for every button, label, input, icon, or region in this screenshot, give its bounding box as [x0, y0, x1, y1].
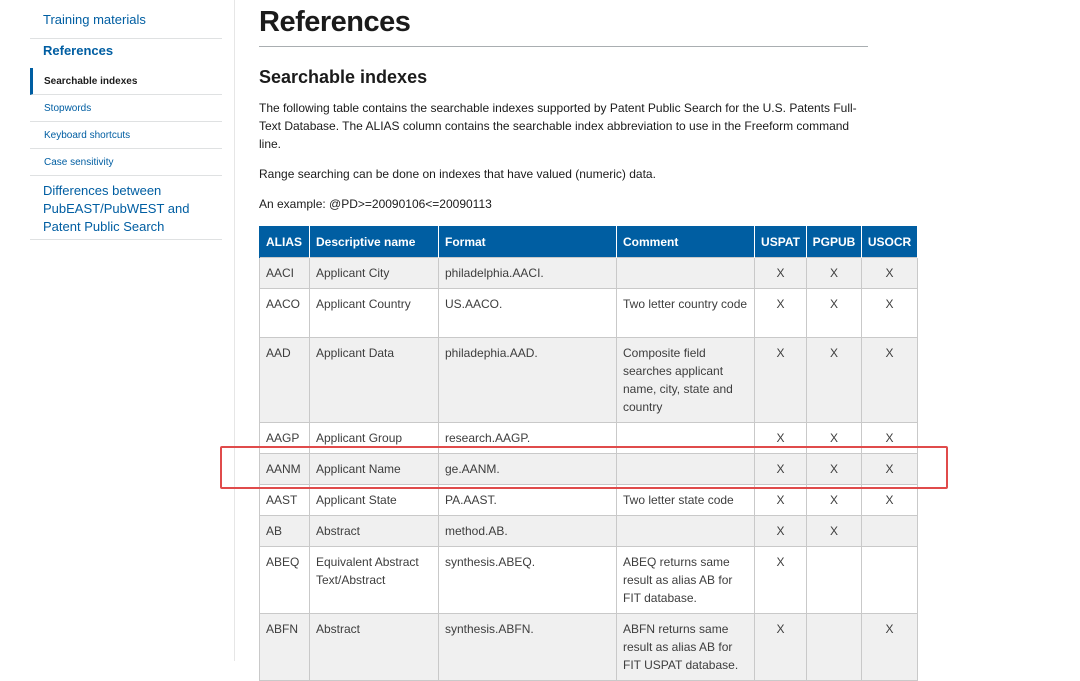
cell-alias: AACO [260, 289, 310, 338]
cell-descriptive-name: Applicant Name [310, 454, 439, 485]
cell-usocr: X [862, 423, 918, 454]
table-row [260, 423, 918, 454]
nav-references[interactable]: References [43, 43, 114, 58]
cell-pgpub: X [807, 454, 862, 485]
cell-format: PA.AAST. [439, 485, 617, 516]
cell-pgpub [807, 614, 862, 681]
table-row [260, 485, 918, 516]
cell-alias: AB [260, 516, 310, 547]
sidebar-nav [0, 0, 235, 661]
cell-comment: Two letter state code [617, 485, 755, 516]
cell-alias: AAGP [260, 423, 310, 454]
header-usocr: USOCR [862, 226, 918, 258]
cell-usocr: X [862, 258, 918, 289]
cell-comment: ABFN returns same result as alias AB for FIT USPAT database. [617, 614, 755, 681]
cell-alias: AAST [260, 485, 310, 516]
cell-uspat: X [755, 516, 807, 547]
cell-descriptive-name: Applicant Data [310, 338, 439, 423]
table-row [260, 614, 918, 681]
cell-alias: ABEQ [260, 547, 310, 614]
table-row [260, 258, 918, 289]
table-row [260, 454, 918, 485]
cell-uspat: X [755, 289, 807, 338]
header-pgpub: PGPUB [807, 226, 862, 258]
cell-alias: ABFN [260, 614, 310, 681]
nav-case-sensitivity[interactable]: Case sensitivity [30, 149, 222, 176]
nav-keyboard-shortcuts[interactable]: Keyboard shortcuts [30, 122, 222, 149]
cell-uspat: X [755, 547, 807, 614]
cell-usocr: X [862, 454, 918, 485]
table-body [260, 258, 918, 681]
table-header-row [260, 226, 918, 258]
cell-descriptive-name: Applicant State [310, 485, 439, 516]
cell-pgpub: X [807, 289, 862, 338]
nav-differences[interactable]: Differences between PubEAST/PubWEST and Patent Public Search [30, 176, 222, 240]
cell-comment: Two letter country code [617, 289, 755, 338]
cell-comment: ABEQ returns same result as alias AB for FIT database. [617, 547, 755, 614]
cell-format: synthesis.ABFN. [439, 614, 617, 681]
cell-comment [617, 423, 755, 454]
header-comment: Comment [617, 226, 755, 258]
cell-alias: AACI [260, 258, 310, 289]
page-title: References [259, 6, 411, 38]
cell-descriptive-name: Abstract [310, 516, 439, 547]
cell-descriptive-name: Abstract [310, 614, 439, 681]
cell-pgpub: X [807, 258, 862, 289]
cell-alias: AANM [260, 454, 310, 485]
intro-paragraph: The following table contains the searchable indexes supported by Patent Public Search for the U.S. Patents Full-Text Database. The ALIAS column contains the searchable index abbreviation to use in the Freeform command line. [259, 101, 857, 151]
cell-pgpub: X [807, 485, 862, 516]
header-alias: ALIAS [260, 226, 310, 258]
cell-descriptive-name: Applicant City [310, 258, 439, 289]
section-heading: Searchable indexes [259, 67, 428, 87]
indexes-table [259, 226, 918, 681]
table-row [260, 516, 918, 547]
cell-comment: Composite field searches applicant name, city, state and country [617, 338, 755, 423]
cell-descriptive-name: Equivalent Abstract Text/Abstract [310, 547, 439, 614]
cell-format: philadephia.AAD. [439, 338, 617, 423]
cell-uspat: X [755, 454, 807, 485]
cell-alias: AAD [260, 338, 310, 423]
cell-format: synthesis.ABEQ. [439, 547, 617, 614]
cell-format: ge.AANM. [439, 454, 617, 485]
cell-usocr [862, 547, 918, 614]
nav-stopwords[interactable]: Stopwords [30, 95, 222, 122]
cell-uspat: X [755, 485, 807, 516]
table-row [260, 547, 918, 614]
cell-usocr: X [862, 614, 918, 681]
cell-format: method.AB. [439, 516, 617, 547]
table-row [260, 289, 918, 338]
cell-uspat: X [755, 258, 807, 289]
range-paragraph: Range searching can be done on indexes that have valued (numeric) data. [259, 167, 656, 181]
cell-format: research.AAGP. [439, 423, 617, 454]
cell-pgpub: X [807, 423, 862, 454]
cell-pgpub: X [807, 516, 862, 547]
example-paragraph: An example: @PD>=20090106<=20090113 [259, 197, 492, 211]
table-row [260, 338, 918, 423]
header-descriptive-name: Descriptive name [310, 226, 439, 258]
cell-pgpub: X [807, 338, 862, 423]
cell-pgpub [807, 547, 862, 614]
header-format: Format [439, 226, 617, 258]
cell-format: US.AACO. [439, 289, 617, 338]
cell-descriptive-name: Applicant Group [310, 423, 439, 454]
cell-uspat: X [755, 614, 807, 681]
cell-format: philadelphia.AACI. [439, 258, 617, 289]
title-divider [259, 46, 868, 47]
cell-comment [617, 516, 755, 547]
cell-comment [617, 454, 755, 485]
cell-usocr: X [862, 485, 918, 516]
cell-comment [617, 258, 755, 289]
header-uspat: USPAT [755, 226, 807, 258]
cell-usocr: X [862, 338, 918, 423]
cell-descriptive-name: Applicant Country [310, 289, 439, 338]
cell-usocr: X [862, 289, 918, 338]
nav-searchable-indexes[interactable]: Searchable indexes [30, 68, 222, 95]
cell-uspat: X [755, 423, 807, 454]
cell-uspat: X [755, 338, 807, 423]
side-nav-list [30, 0, 222, 240]
nav-training-materials[interactable]: Training materials [30, 0, 222, 39]
cell-usocr [862, 516, 918, 547]
